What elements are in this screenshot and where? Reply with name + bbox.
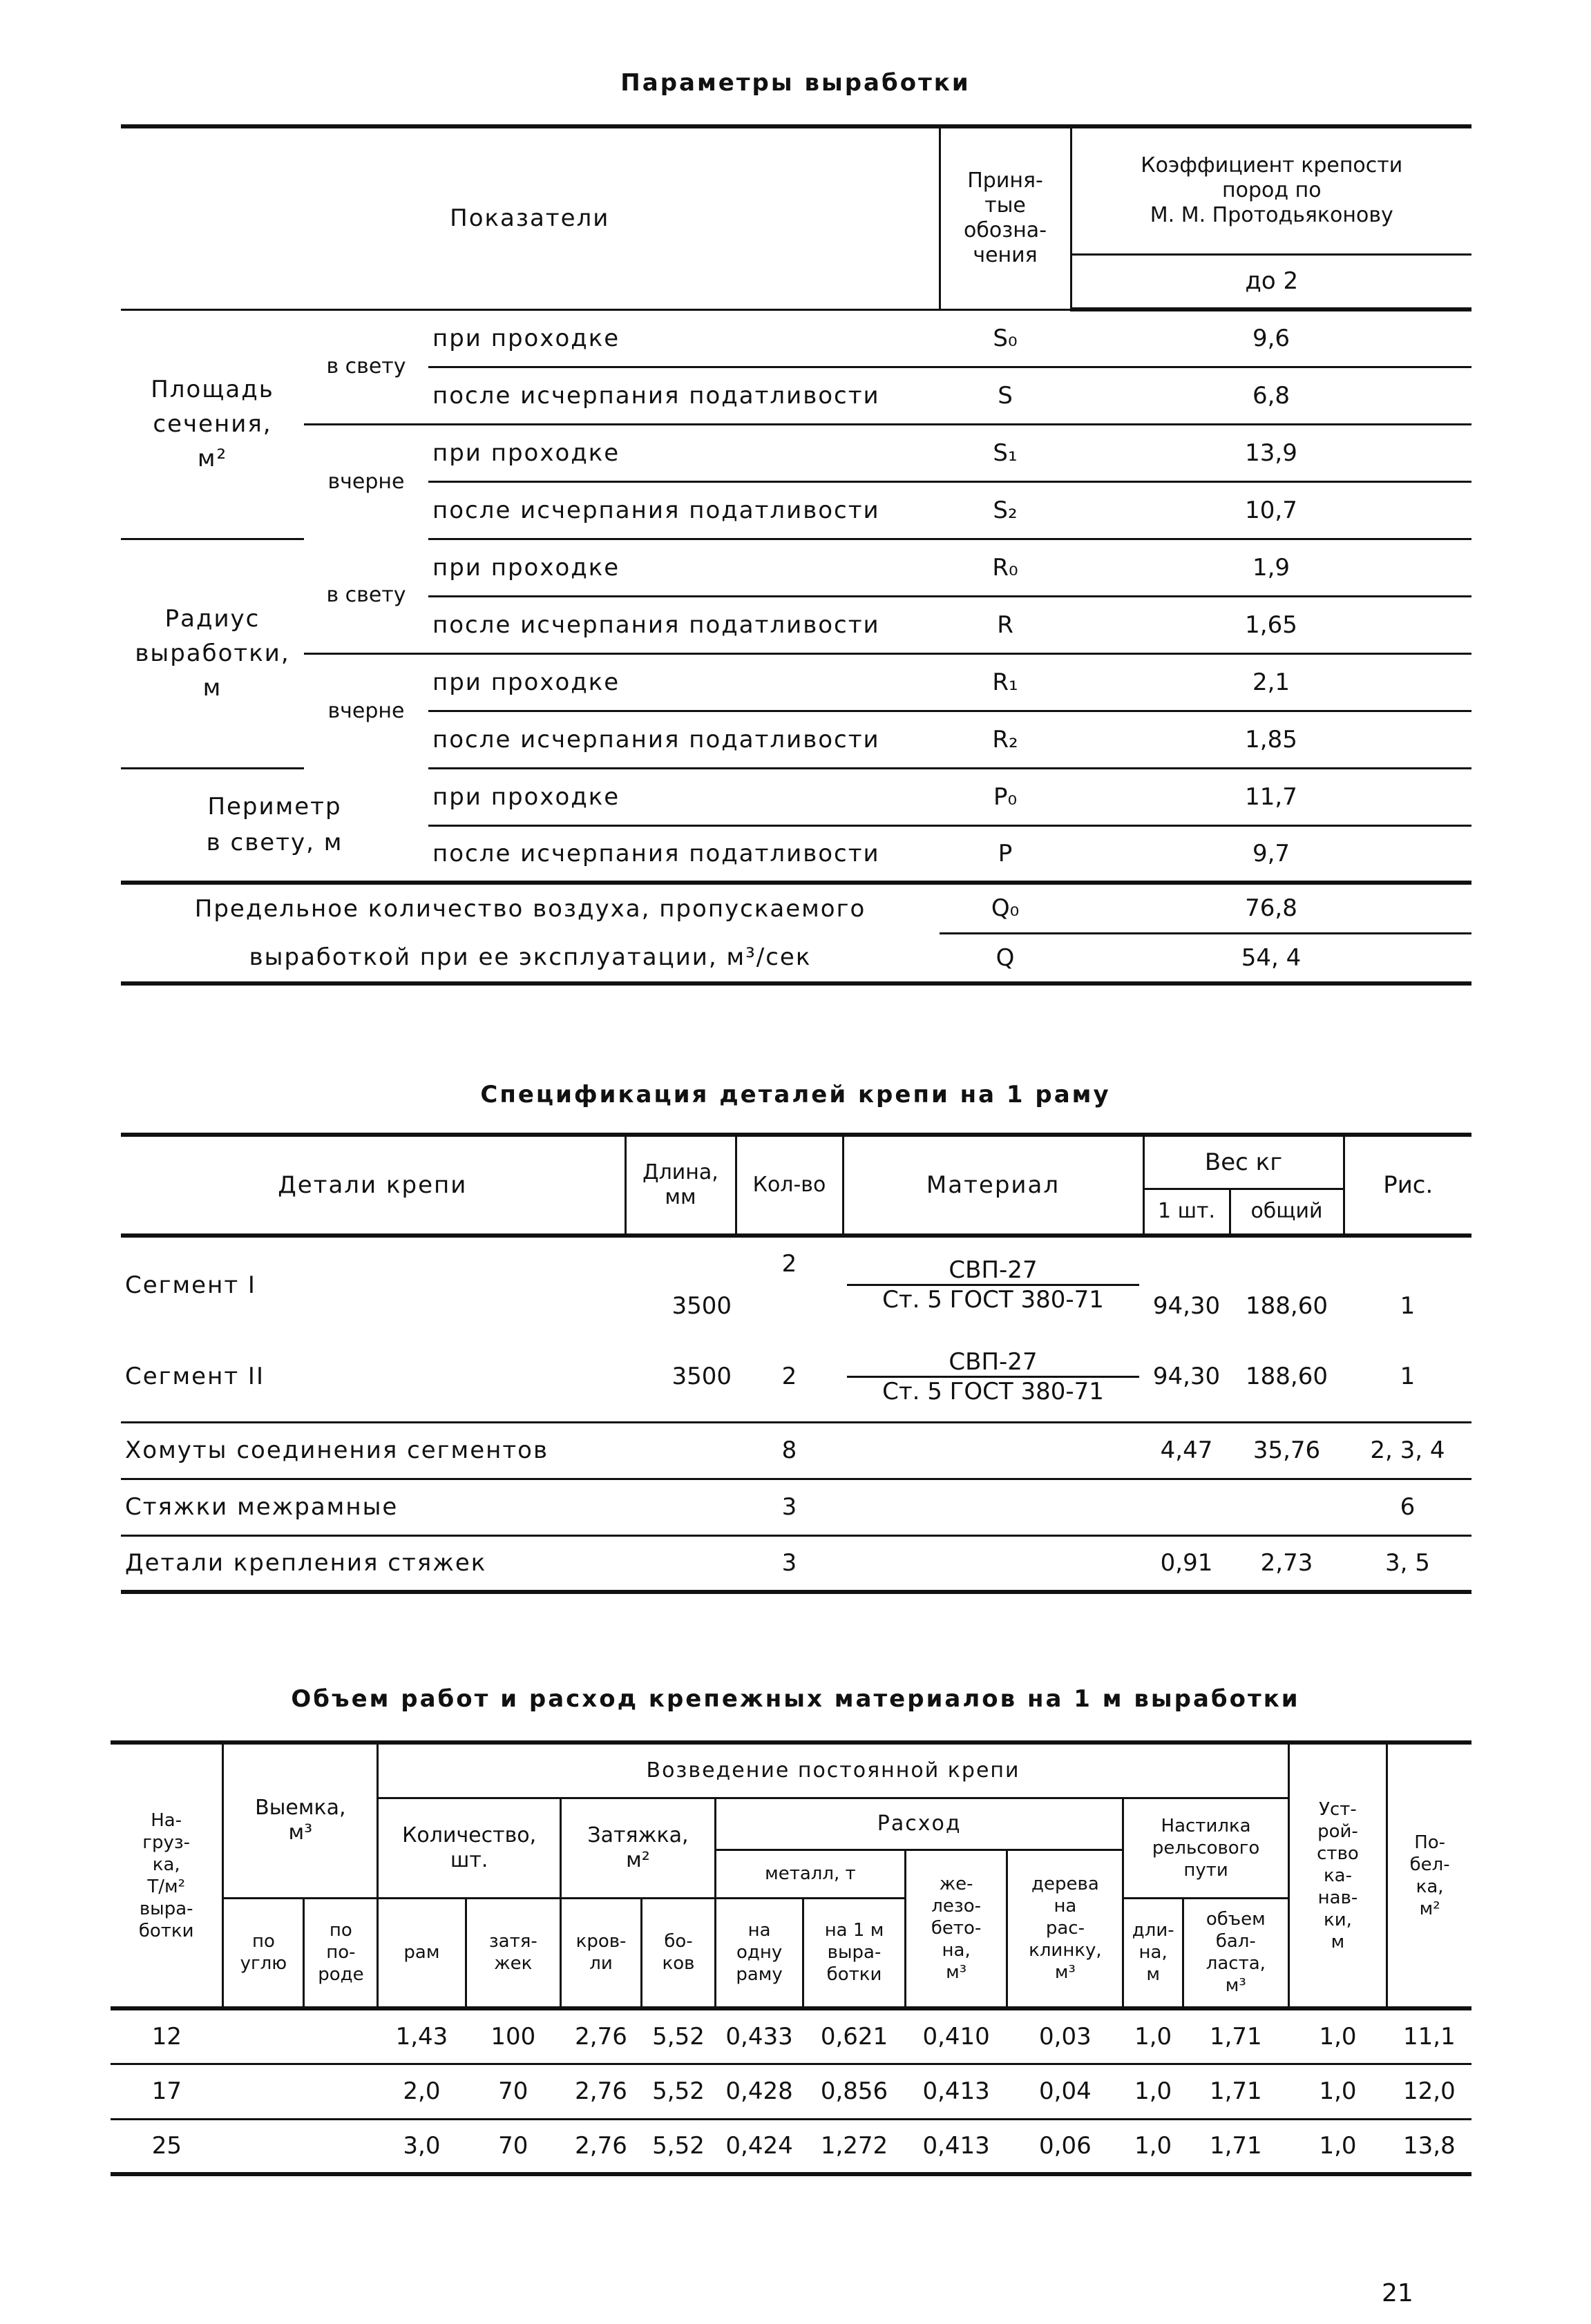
param-value: 54, 4 xyxy=(1071,933,1471,983)
spec-part-name: Сегмент II xyxy=(121,1332,625,1422)
spec-fig: 3, 5 xyxy=(1344,1535,1471,1592)
vol-metal-frame: 0,424 xyxy=(715,2119,803,2174)
spec-fig: 2, 3, 4 xyxy=(1344,1422,1471,1479)
vol-row xyxy=(111,2008,1471,2064)
vol-row xyxy=(111,2064,1471,2119)
param-value: 2,1 xyxy=(1071,653,1471,711)
spec-row xyxy=(121,1535,1471,1592)
vol-concrete: 0,410 xyxy=(905,2008,1007,2064)
spec-header-count: Кол-во xyxy=(736,1135,843,1236)
params-header-notation: Приня- тые обозна- чения xyxy=(940,126,1071,309)
vol-header-per-m: на 1 м выра- ботки xyxy=(803,1898,906,2008)
spec-weight-total: 188,60 xyxy=(1230,1332,1344,1422)
spec-title: Спецификация деталей крепи на 1 раму xyxy=(480,1081,1111,1108)
vol-header-erection: Возведение постоянной крепи xyxy=(378,1742,1288,1798)
param-desc: после исчерпания податливости xyxy=(428,367,940,424)
param-desc: после исчерпания податливости xyxy=(428,596,940,653)
param-value: 1,85 xyxy=(1071,711,1471,768)
spec-header-parts: Детали крепи xyxy=(121,1135,625,1236)
spec-fig: 1 xyxy=(1344,1332,1471,1422)
vol-ditch: 1,0 xyxy=(1288,2119,1387,2174)
area-label: Площадь сечения, м² xyxy=(121,309,304,539)
param-desc: при проходке xyxy=(428,539,940,596)
spec-length: 3500 xyxy=(671,1292,732,1320)
page-number: 21 xyxy=(1382,2279,1413,2307)
spec-material xyxy=(843,1422,1143,1479)
vol-roof: 2,76 xyxy=(561,2008,642,2064)
param-desc: после исчерпания податливости xyxy=(428,481,940,539)
param-symbol: R₀ xyxy=(940,539,1071,596)
radius-label: Радиус выработки, м xyxy=(121,539,304,768)
spec-material-bottom: Ст. 5 ГОСТ 380-71 xyxy=(882,1377,1104,1405)
vol-ballast: 1,71 xyxy=(1183,2064,1288,2119)
vol-lagging: 70 xyxy=(466,2119,560,2174)
spec-header-length: Длина, мм xyxy=(625,1135,736,1236)
vol-metal-m: 0,856 xyxy=(803,2064,906,2119)
spec-material xyxy=(843,1479,1143,1535)
vol-roof: 2,76 xyxy=(561,2064,642,2119)
spec-weight-total: 2,73 xyxy=(1230,1535,1344,1592)
param-desc: при проходке xyxy=(428,653,940,711)
vol-sides: 5,52 xyxy=(642,2119,716,2174)
vol-header-sides: бо- ков xyxy=(642,1898,716,2008)
param-desc: при проходке xyxy=(428,309,940,367)
vol-metal-frame: 0,433 xyxy=(715,2008,803,2064)
vol-header-load: На- груз- ка, Т/м² выра- ботки xyxy=(111,1742,223,2008)
param-value: 10,7 xyxy=(1071,481,1471,539)
vol-row xyxy=(111,2119,1471,2174)
vol-frames: 1,43 xyxy=(378,2008,466,2064)
vol-roof: 2,76 xyxy=(561,2119,642,2174)
spec-count: 3 xyxy=(736,1479,843,1535)
spec-length: 3500 xyxy=(625,1332,736,1422)
spec-row xyxy=(121,1332,1471,1422)
spec-material xyxy=(843,1535,1143,1592)
air-label-line1: Предельное количество воздуха, пропускаемого xyxy=(194,895,866,923)
param-desc: при проходке xyxy=(428,768,940,825)
vol-whitewash: 13,8 xyxy=(1387,2119,1471,2174)
vol-ballast: 1,71 xyxy=(1183,2008,1288,2064)
spec-count: 8 xyxy=(736,1422,843,1479)
param-symbol: R₂ xyxy=(940,711,1071,768)
spec-weight-total: 35,76 xyxy=(1230,1422,1344,1479)
param-value: 6,8 xyxy=(1071,367,1471,424)
vol-lagging: 70 xyxy=(466,2064,560,2119)
vol-metal-m: 1,272 xyxy=(803,2119,906,2174)
vol-frames: 3,0 xyxy=(378,2119,466,2174)
vol-exc-coal xyxy=(223,2008,304,2064)
vol-header-ditch: Уст- рой- ство ка- нав- ки, м xyxy=(1288,1742,1387,2008)
params-header-indicators: Показатели xyxy=(121,126,940,309)
spec-weight-one: 0,91 xyxy=(1143,1535,1230,1592)
spec-weight-one: 94,30 xyxy=(1152,1292,1221,1320)
param-symbol: R xyxy=(940,596,1071,653)
param-value: 1,65 xyxy=(1071,596,1471,653)
vol-wood: 0,06 xyxy=(1007,2119,1123,2174)
vol-frames: 2,0 xyxy=(378,2064,466,2119)
spec-count: 3 xyxy=(736,1535,843,1592)
vol-header-qty: Количество, шт. xyxy=(378,1798,561,1898)
spec-weight-one: 94,30 xyxy=(1143,1332,1230,1422)
spec-material-top: СВП-27 xyxy=(847,1256,1139,1286)
vol-header-concrete: же- лезо- бето- на, м³ xyxy=(905,1850,1007,2008)
param-symbol: P₀ xyxy=(940,768,1071,825)
vol-exc-coal xyxy=(223,2119,304,2174)
perimeter-label: Периметр в свету, м xyxy=(121,768,428,883)
vol-exc-coal xyxy=(223,2064,304,2119)
radius-outer: вчерне xyxy=(304,653,428,768)
param-symbol: S₂ xyxy=(940,481,1071,539)
vol-whitewash: 11,1 xyxy=(1387,2008,1471,2064)
params-table xyxy=(121,124,1471,986)
param-value: 1,9 xyxy=(1071,539,1471,596)
vol-header-wood: дерева на рас- клинку, м³ xyxy=(1007,1850,1123,2008)
spec-weight-total xyxy=(1230,1479,1344,1535)
spec-part-name: Хомуты соединения сегментов xyxy=(121,1422,736,1479)
vol-load: 25 xyxy=(111,2119,223,2174)
vol-header-per-frame: на одну раму xyxy=(715,1898,803,2008)
spec-row xyxy=(121,1236,1471,1332)
volume-table xyxy=(111,1740,1471,2176)
param-symbol: S xyxy=(940,367,1071,424)
spec-part-name: Стяжки межрамные xyxy=(121,1479,736,1535)
vol-concrete: 0,413 xyxy=(905,2119,1007,2174)
vol-lagging: 100 xyxy=(466,2008,560,2064)
param-value: 13,9 xyxy=(1071,424,1471,481)
vol-load: 12 xyxy=(111,2008,223,2064)
vol-ditch: 1,0 xyxy=(1288,2064,1387,2119)
vol-header-track-length: дли- на, м xyxy=(1123,1898,1183,2008)
param-value: 11,7 xyxy=(1071,768,1471,825)
param-symbol: S₀ xyxy=(940,309,1071,367)
volume-title: Объем работ и расход крепежных материалов на 1 м выработки xyxy=(291,1685,1300,1713)
param-value: 9,6 xyxy=(1071,309,1471,367)
vol-ballast: 1,71 xyxy=(1183,2119,1288,2174)
vol-track-length: 1,0 xyxy=(1123,2008,1183,2064)
spec-weight-total: 188,60 xyxy=(1246,1292,1328,1320)
spec-header-material: Материал xyxy=(843,1135,1143,1236)
vol-metal-m: 0,621 xyxy=(803,2008,906,2064)
params-header-coef-value: до 2 xyxy=(1071,254,1471,309)
vol-header-tightening: Затяжка, м² xyxy=(561,1798,716,1898)
vol-exc-rock xyxy=(304,2119,378,2174)
area-outer: вчерне xyxy=(304,424,428,539)
param-value: 76,8 xyxy=(1071,883,1471,933)
param-symbol: S₁ xyxy=(940,424,1071,481)
vol-header-metal: металл, т xyxy=(715,1850,905,1898)
param-desc: после исчерпания податливости xyxy=(428,825,940,883)
param-value: 9,7 xyxy=(1071,825,1471,883)
spec-row xyxy=(121,1422,1471,1479)
vol-concrete: 0,413 xyxy=(905,2064,1007,2119)
area-in-light: в свету xyxy=(326,354,406,378)
params-title: Параметры выработки xyxy=(620,69,971,97)
spec-header-weight-one: 1 шт. xyxy=(1143,1189,1230,1236)
param-symbol: Q xyxy=(940,933,1071,983)
air-label-line2: выработкой при ее эксплуатации, м³/сек xyxy=(121,933,940,983)
param-desc: при проходке xyxy=(428,424,940,481)
spec-weight-one: 4,47 xyxy=(1143,1422,1230,1479)
spec-part-name: Детали крепления стяжек xyxy=(121,1535,736,1592)
spec-fig: 6 xyxy=(1344,1479,1471,1535)
vol-ditch: 1,0 xyxy=(1288,2008,1387,2064)
vol-metal-frame: 0,428 xyxy=(715,2064,803,2119)
param-symbol: Q₀ xyxy=(940,883,1071,933)
vol-header-roof: кров- ли xyxy=(561,1898,642,2008)
vol-whitewash: 12,0 xyxy=(1387,2064,1471,2119)
vol-header-frames: рам xyxy=(378,1898,466,2008)
vol-header-track: Настилка рельсового пути xyxy=(1123,1798,1288,1898)
vol-exc-rock xyxy=(304,2064,378,2119)
vol-header-lagging: затя- жек xyxy=(466,1898,560,2008)
spec-fig: 1 xyxy=(1400,1292,1416,1320)
spec-count: 2 xyxy=(781,1250,797,1278)
vol-load: 17 xyxy=(111,2064,223,2119)
vol-header-exc-rock: по по- роде xyxy=(304,1898,378,2008)
radius-in-light: в свету xyxy=(326,583,406,608)
spec-header-weight-total: общий xyxy=(1230,1189,1344,1236)
vol-header-excavation: Выемка, м³ xyxy=(223,1742,378,1898)
spec-material-bottom: Ст. 5 ГОСТ 380-71 xyxy=(882,1286,1104,1314)
vol-exc-rock xyxy=(304,2008,378,2064)
spec-header-weight: Вес кг xyxy=(1143,1135,1344,1189)
spec-row xyxy=(121,1479,1471,1535)
params-header-coef: Коэффициент крепости пород по М. М. Протодьяконову xyxy=(1071,126,1471,254)
spec-material-top: СВП-27 xyxy=(847,1348,1139,1378)
param-symbol: P xyxy=(940,825,1071,883)
vol-header-consumption: Расход xyxy=(715,1798,1123,1850)
vol-track-length: 1,0 xyxy=(1123,2119,1183,2174)
vol-header-ballast: объем бал- ласта, м³ xyxy=(1183,1898,1288,2008)
vol-wood: 0,03 xyxy=(1007,2008,1123,2064)
spec-count: 2 xyxy=(736,1332,843,1422)
spec-part-name: Сегмент I xyxy=(125,1271,256,1299)
spec-header-fig: Рис. xyxy=(1344,1135,1471,1236)
vol-wood: 0,04 xyxy=(1007,2064,1123,2119)
spec-table xyxy=(121,1133,1471,1594)
vol-track-length: 1,0 xyxy=(1123,2064,1183,2119)
vol-sides: 5,52 xyxy=(642,2008,716,2064)
vol-header-whitewash: По- бел- ка, м² xyxy=(1387,1742,1471,2008)
vol-header-exc-coal: по углю xyxy=(223,1898,304,2008)
spec-weight-one xyxy=(1143,1479,1230,1535)
param-symbol: R₁ xyxy=(940,653,1071,711)
vol-sides: 5,52 xyxy=(642,2064,716,2119)
param-desc: после исчерпания податливости xyxy=(428,711,940,768)
